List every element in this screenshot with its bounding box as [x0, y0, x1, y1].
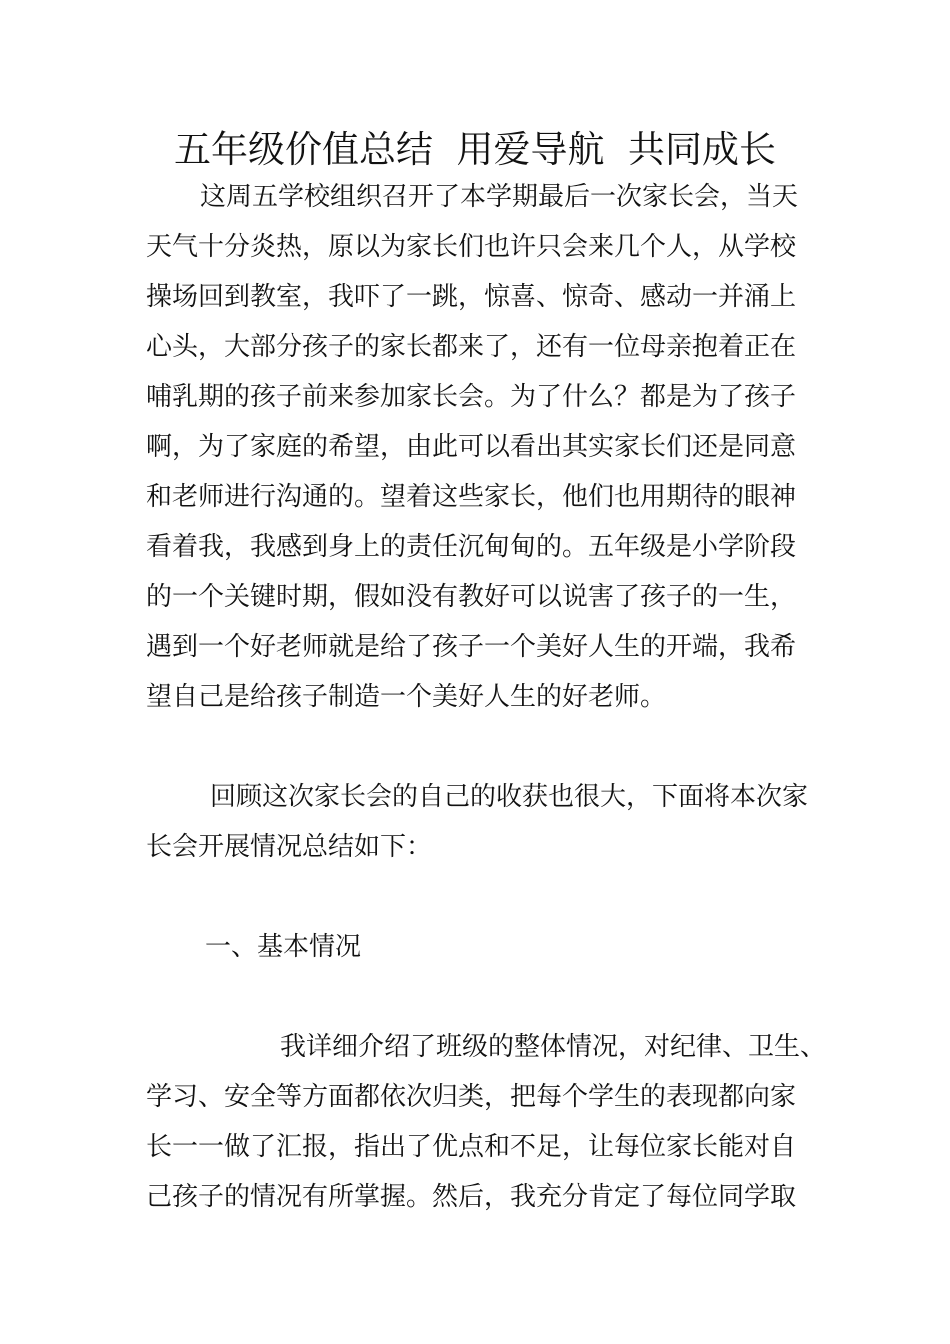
document-title: 五年级价值总结 用爱导航 共同成长	[173, 128, 777, 171]
paragraph-1-line-7: 和老师进行沟通的。望着这些家长，他们也用期待的眼神	[146, 482, 797, 512]
paragraph-3-line-4: 己孩子的情况有所掌握。然后，我充分肯定了每位同学取	[146, 1182, 797, 1212]
section-heading-basic: 一、基本情况	[205, 932, 362, 962]
paragraph-3-line-3: 长一一做了汇报，指出了优点和不足，让每位家长能对自	[146, 1132, 797, 1162]
paragraph-1-line-1: 这周五学校组织召开了本学期最后一次家长会，当天	[200, 182, 799, 212]
paragraph-3-line-2: 学习、安全等方面都依次归类，把每个学生的表现都向家	[146, 1082, 797, 1112]
paragraph-1-line-9: 的一个关键时期，假如没有教好可以说害了孩子的一生，	[146, 582, 797, 612]
paragraph-1-line-5: 哺乳期的孩子前来参加家长会。为了什么？都是为了孩子	[146, 382, 797, 412]
paragraph-1-line-11: 望自己是给孩子制造一个美好人生的好老师。	[146, 682, 667, 712]
paragraph-1-line-10: 遇到一个好老师就是给了孩子一个美好人生的开端，我希	[146, 632, 797, 662]
paragraph-1-line-4: 心头，大部分孩子的家长都来了，还有一位母亲抱着正在	[146, 332, 797, 362]
paragraph-1-line-8: 看着我，我感到身上的责任沉甸甸的。五年级是小学阶段	[146, 532, 797, 562]
paragraph-2-line-1: 回顾这次家长会的自己的收获也很大，下面将本次家	[210, 782, 809, 812]
paragraph-3-line-1: 我详细介绍了班级的整体情况，对纪律、卫生、	[280, 1032, 827, 1062]
paragraph-2-line-2: 长会开展情况总结如下：	[146, 832, 433, 862]
paragraph-1-line-2: 天气十分炎热，原以为家长们也许只会来几个人，从学校	[146, 232, 797, 262]
paragraph-1-line-3: 操场回到教室，我吓了一跳，惊喜、惊奇、感动一并涌上	[146, 282, 797, 312]
paragraph-1-line-6: 啊，为了家庭的希望，由此可以看出其实家长们还是同意	[146, 432, 797, 462]
